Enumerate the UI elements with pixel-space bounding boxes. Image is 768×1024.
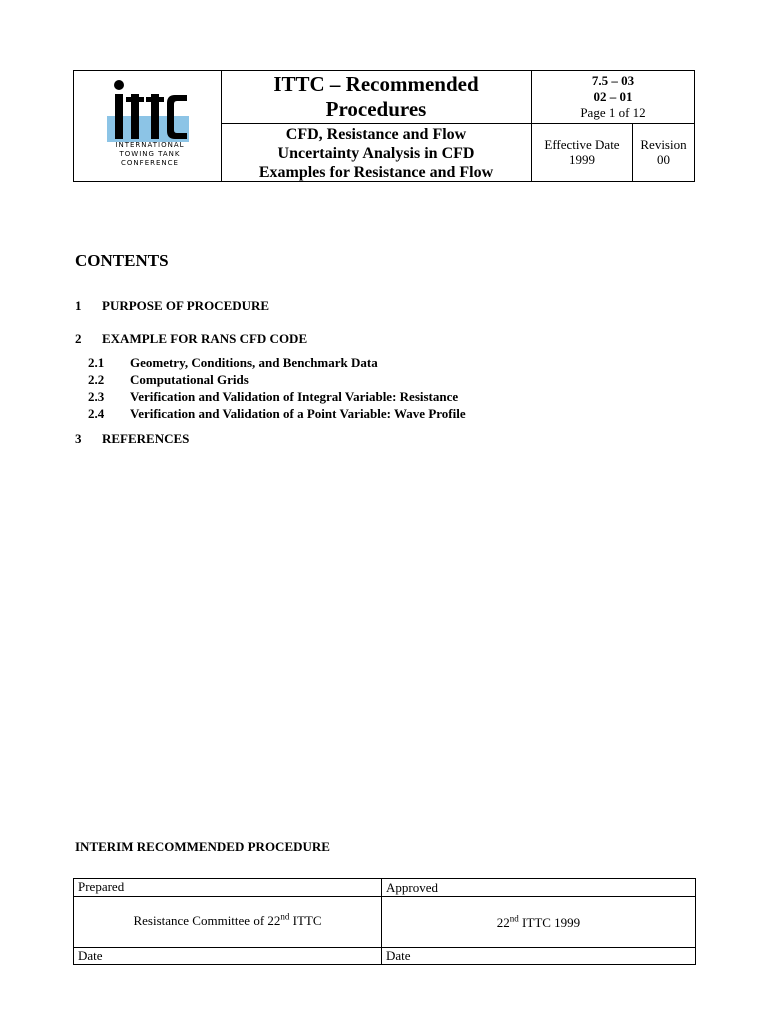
toc-subitem-number: 2.1 [88, 355, 105, 370]
subtitle-cell [221, 124, 532, 181]
subtitle-line: Examples for Resistance and Flow [258, 164, 494, 181]
effective-date-label: Effective Date [544, 137, 620, 152]
prepared-value [74, 897, 382, 948]
interim-procedure-heading: INTERIM RECOMMENDED PROCEDURE [75, 839, 330, 854]
logo-caption-line: TOWING TANK [119, 150, 181, 158]
subtitle-line: Uncertainty Analysis in CFD [277, 145, 475, 162]
subtitle-line: CFD, Resistance and Flow [285, 126, 467, 143]
document-title [221, 125, 531, 182]
toc-item[interactable] [75, 298, 269, 314]
toc-subitem[interactable] [88, 389, 458, 405]
logo-caption-line: CONFERENCE [121, 159, 179, 167]
prepared-value-text: ITTC [289, 913, 322, 928]
prepared-label: Prepared [74, 879, 382, 897]
prepared-value-ordinal: nd [280, 911, 290, 922]
effective-date-value: 1999 [569, 152, 595, 167]
revision-cell [633, 124, 694, 181]
approved-value [382, 897, 695, 948]
procedure-code-line: 7.5 – 03 [591, 73, 635, 88]
document-series-title [221, 72, 531, 122]
approved-value-ordinal: nd [509, 913, 519, 924]
toc-subitem-number: 2.4 [88, 406, 105, 421]
approved-value-text: ITTC 1999 [518, 915, 581, 930]
effective-date-cell [532, 124, 633, 181]
toc-subitem-label: Geometry, Conditions, and Benchmark Data [130, 355, 378, 370]
toc-item-number: 1 [75, 298, 82, 313]
revision-value: 00 [657, 152, 670, 167]
prepared-value-text: Resistance Committee of 22 [133, 913, 281, 928]
toc-item-label: EXAMPLE FOR RANS CFD CODE [102, 331, 308, 346]
title-cell [221, 71, 532, 124]
title-line: Procedures [325, 97, 427, 121]
approved-value-text: 22 [496, 915, 510, 930]
logo-caption [94, 141, 206, 168]
toc-subitem[interactable] [88, 406, 466, 422]
toc-subitem-label: Verification and Validation of a Point Variable: Wave Profile [130, 406, 466, 421]
logo-cell [74, 71, 222, 181]
approval-table [73, 878, 696, 965]
title-line: ITTC – Recommended [273, 72, 479, 96]
prepared-date-label: Date [74, 948, 382, 964]
toc-subitem-number: 2.3 [88, 389, 105, 404]
toc-subitem[interactable] [88, 372, 249, 388]
toc-subitem-label: Computational Grids [130, 372, 249, 387]
page-number: Page 1 of 12 [580, 105, 646, 120]
toc-subitem-label: Verification and Validation of Integral Variable: Resistance [130, 389, 459, 404]
toc-item-number: 2 [75, 331, 82, 346]
toc-item[interactable] [75, 331, 307, 347]
toc-item[interactable] [75, 431, 189, 447]
toc-item-label: REFERENCES [102, 431, 190, 446]
toc-item-number: 3 [75, 431, 82, 446]
toc-subitem[interactable] [88, 355, 378, 371]
procedure-code-cell [532, 71, 694, 124]
header-table [73, 70, 695, 182]
approved-label: Approved [382, 879, 695, 897]
logo-caption-line: INTERNATIONAL [115, 141, 185, 149]
toc-subitem-number: 2.2 [88, 372, 105, 387]
contents-heading: CONTENTS [75, 251, 169, 270]
revision-label: Revision [640, 137, 687, 152]
toc-item-label: PURPOSE OF PROCEDURE [102, 298, 270, 313]
procedure-code-line: 02 – 01 [593, 89, 633, 104]
approved-date-label: Date [386, 948, 411, 963]
